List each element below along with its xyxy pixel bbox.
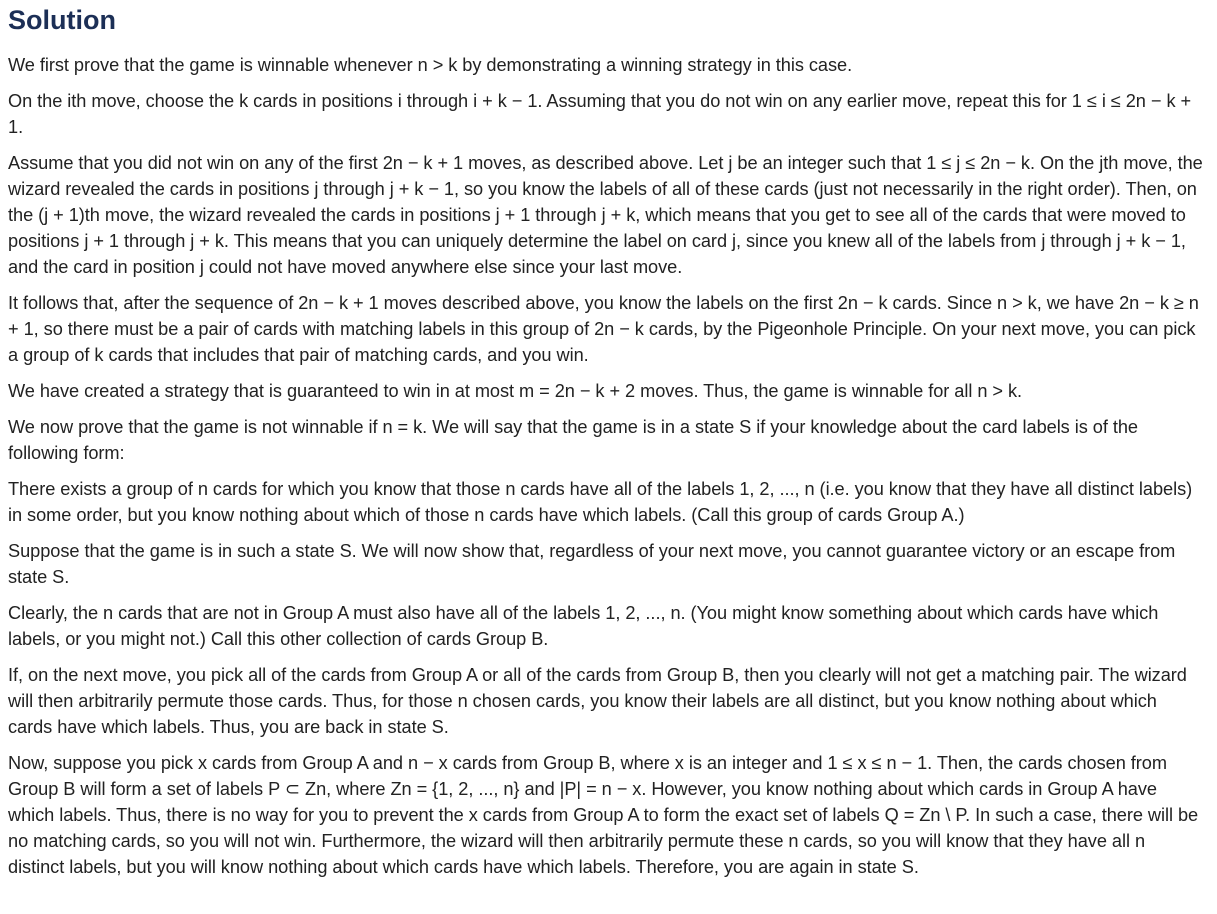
- paragraph: Suppose that the game is in such a state S. We will now show that, regardless of your next move, you cannot guarantee victory or an escape from state S.: [8, 541, 1176, 587]
- paragraph: We now prove that the game is not winnable if n = k. We will say that the game is in a state S if your knowledge about the card labels is of the following form:: [8, 417, 1138, 463]
- solution-document: [8, 0, 1208, 877]
- paragraph: If, on the next move, you pick all of the cards from Group A or all of the cards from Group B, then you clearly will not get a matching pair. The wizard will then arbitrarily permute those cards. Thus, for those n chosen cards, you know their labels are all distinct, but you know nothing about which cards have which labels. Thus, you are back in state S.: [8, 665, 1187, 737]
- paragraph: We have created a strategy that is guaranteed to win in at most m = 2n − k + 2 moves. Thus, the game is winnable for all n > k.: [8, 381, 1023, 401]
- paragraph: On the ith move, choose the k cards in positions i through i + k − 1. Assuming that you do not win on any earlier move, repeat this for 1 ≤ i ≤ 2n − k + 1.: [8, 91, 1192, 137]
- page-title: Solution: [8, 5, 116, 35]
- paragraph: It follows that, after the sequence of 2n − k + 1 moves described above, you know the labels on the first 2n − k cards. Since n > k, we have 2n − k ≥ n + 1, so there must be a pair of cards with matching labels in this group of 2n − k cards, by the Pigeonhole Principle. On your next move, you can pick a group of k cards that includes that pair of matching cards, and you win.: [8, 293, 1199, 365]
- paragraph: There exists a group of n cards for which you know that those n cards have all of the labels 1, 2, ..., n (i.e. you know that they have all distinct labels) in some order, but you know nothing about which of those n cards have which labels. (Call this group of cards Group A.): [8, 479, 1193, 525]
- paragraph: We first prove that the game is winnable whenever n > k by demonstrating a winning strategy in this case.: [8, 55, 853, 75]
- paragraph: Clearly, the n cards that are not in Group A must also have all of the labels 1, 2, ..., n. (You might know something about which cards have which labels, or you might not.) Call this other collection of cards Group B.: [8, 603, 1159, 649]
- paragraph: Now, suppose you pick x cards from Group A and n − x cards from Group B, where x is an integer and 1 ≤ x ≤ n − 1. Then, the cards chosen from Group B will form a set of labels P ⊂ Zn, where Zn = {1, 2, ..., n} and |P| = n − x. However, you know nothing about which cards in Group A have which labels. Thus, there is no way for you to prevent the x cards from Group A to form the exact set of labels Q = Zn \ P. In such a case, there will be no matching cards, so you will not win. Furthermore, the wizard will then arbitrarily permute these n cards, so you will know that they have all n distinct labels, but you will know nothing about which cards have which labels. Therefore, you are again in state S.: [8, 753, 1199, 877]
- paragraph: Assume that you did not win on any of the first 2n − k + 1 moves, as described above. Let j be an integer such that 1 ≤ j ≤ 2n − k. On the jth move, the wizard revealed the cards in positions j through j + k − 1, so you know the labels of all of these cards (just not necessarily in the right order). Then, on the (j + 1)th move, the wizard revealed the cards in positions j + 1 through j + k, which means that you get to see all of the cards that were moved to positions j + 1 through j + k. This means that you can uniquely determine the label on card j, since you knew all of the labels from j through j + k − 1, and the card in position j could not have moved anywhere else since your last move.: [8, 153, 1203, 277]
